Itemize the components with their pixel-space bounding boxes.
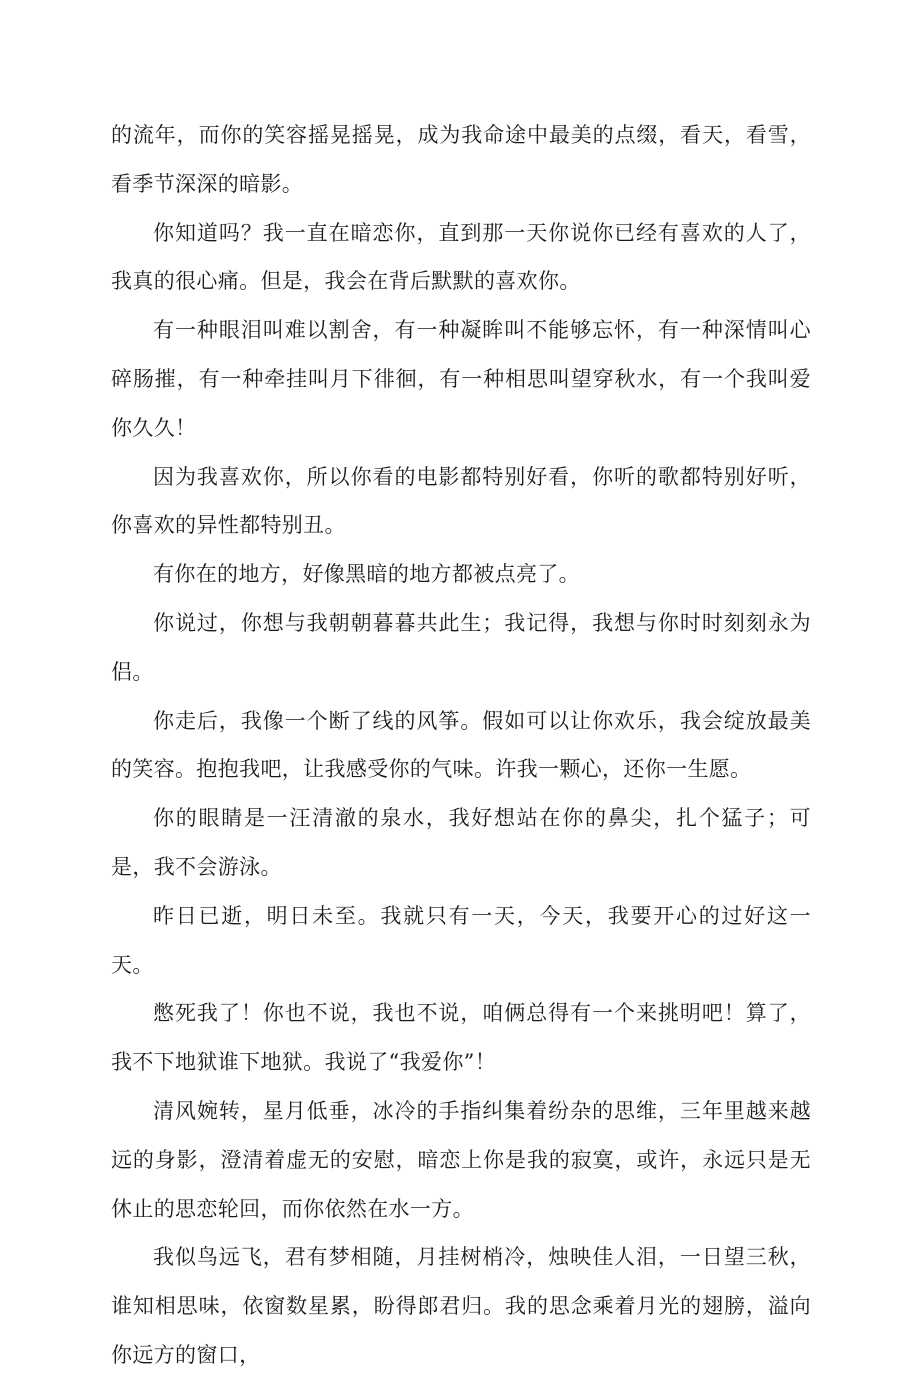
paragraph-4: 因为我喜欢你，所以你看的电影都特别好看，你听的歌都特别好听，你喜欢的异性都特别丑。 xyxy=(111,464,811,538)
paragraph-8: 你的眼睛是一汪清澈的泉水，我好想站在你的鼻尖，扎个猛子；可是，我不会游泳。 xyxy=(111,806,811,879)
paragraph-11: 清风婉转，星月低垂，冰冷的手指纠集着纷杂的思维，三年里越来越远的身影，澄清着虚无的安慰，暗恋上你是我的寂寞，或许，永远只是无休止的思恋轮回，而你依然在水一方。 xyxy=(111,1098,811,1221)
paragraph-3: 有一种眼泪叫难以割舍，有一种凝眸叫不能够忘怀，有一种深情叫心碎肠摧，有一种牵挂叫月下徘徊，有一种相思叫望穿秋水，有一个我叫爱你久久！ xyxy=(111,318,811,440)
paragraph-9: 昨日已逝，明日未至。我就只有一天，今天，我要开心的过好这一天。 xyxy=(111,903,811,977)
paragraph-2: 你知道吗？我一直在暗恋你，直到那一天你说你已经有喜欢的人了，我真的很心痛。但是，我会在背后默默的喜欢你。 xyxy=(111,220,811,294)
paragraph-1: 的流年，而你的笑容摇晃摇晃，成为我命途中最美的点缀，看天，看雪，看季节深深的暗影。 xyxy=(111,123,811,196)
paragraph-6: 你说过，你想与我朝朝暮暮共此生；我记得，我想与你时时刻刻永为侣。 xyxy=(111,610,811,684)
paragraph-10: 憋死我了！你也不说，我也不说，咱俩总得有一个来挑明吧！算了，我不下地狱谁下地狱。我说了“我爱你”！ xyxy=(111,1001,811,1075)
paragraph-12: 我似鸟远飞，君有梦相随，月挂树梢冷，烛映佳人泪，一日望三秋，谁知相思味，依窗数星累，盼得郎君归。我的思念乘着月光的翅膀，溢向你远方的窗口， xyxy=(111,1245,811,1367)
document-body xyxy=(111,111,811,1380)
paragraph-7: 你走后，我像一个断了线的风筝。假如可以让你欢乐，我会绽放最美的笑容。抱抱我吧，让我感受你的气味。许我一颗心，还你一生愿。 xyxy=(111,708,811,782)
paragraph-5: 有你在的地方，好像黑暗的地方都被点亮了。 xyxy=(153,562,580,587)
